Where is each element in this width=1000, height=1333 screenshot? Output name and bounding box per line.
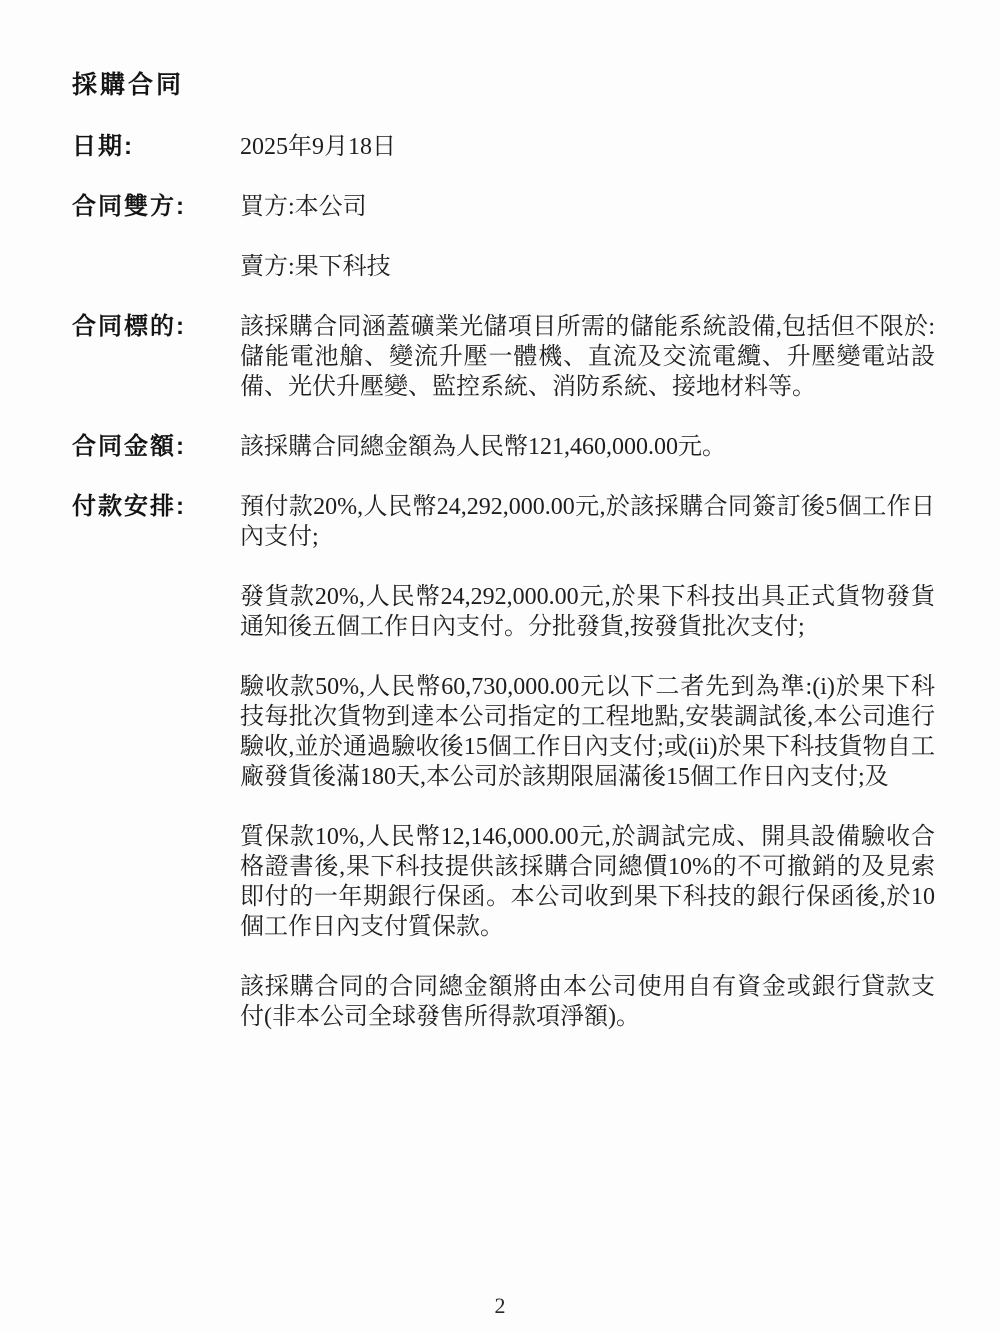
- row-label: 合同金額:: [72, 433, 186, 460]
- row-label: 日期:: [72, 133, 134, 160]
- row-label: 合同雙方:: [72, 193, 186, 220]
- row-label: 付款安排:: [72, 493, 186, 520]
- contract-row: [72, 492, 935, 1062]
- paragraph: 驗收款50%,人民幣60,730,000.00元以下二者先到為準:(i)於果下科技每批次貨物到達本公司指定的工程地點,安裝調試後,本公司進行驗收,並於通過驗收後15個工作日內支付;或(ii)於果下科技貨物自工廠發貨後滿180天,本公司於該期限屆滿後15個工作日內支付;及: [240, 674, 935, 790]
- page-number: 2: [494, 1293, 506, 1318]
- contract-row: [72, 192, 935, 312]
- contract-row: [72, 432, 935, 492]
- row-content: [240, 312, 935, 432]
- paragraph: 該採購合同總金額為人民幣121,460,000.00元。: [240, 434, 726, 460]
- paragraph: 發貨款20%,人民幣24,292,000.00元,於果下科技出具正式貨物發貨通知後五個工作日內支付。分批發貨,按發貨批次支付;: [240, 584, 935, 640]
- paragraph: 質保款10%,人民幣12,146,000.00元,於調試完成、開具設備驗收合格證書後,果下科技提供該採購合同總價10%的不可撤銷的及見索即付的一年期銀行保函。本公司收到果下科技的銀行保函後,於10個工作日內支付質保款。: [240, 824, 935, 940]
- contract-row: [72, 312, 935, 432]
- paragraph: 買方:本公司: [240, 194, 367, 220]
- row-label: 合同標的:: [72, 313, 186, 340]
- paragraph: 預付款20%,人民幣24,292,000.00元,於該採購合同簽訂後5個工作日內支付;: [240, 494, 935, 550]
- row-content: [240, 492, 935, 1062]
- row-content: [240, 192, 935, 312]
- document-title: 採購合同: [72, 71, 185, 99]
- contract-row: [72, 132, 935, 192]
- paragraph: 該採購合同的合同總金額將由本公司使用自有資金或銀行貸款支付(非本公司全球發售所得款項淨額)。: [240, 974, 935, 1030]
- paragraph: 賣方:果下科技: [240, 254, 391, 280]
- paragraph: 2025年9月18日: [240, 134, 396, 160]
- contract-rows: [72, 132, 935, 1062]
- paragraph: 該採購合同涵蓋礦業光儲項目所需的儲能系統設備,包括但不限於:儲能電池艙、變流升壓一體機、直流及交流電纜、升壓變電站設備、光伏升壓變、監控系統、消防系統、接地材料等。: [240, 314, 935, 400]
- row-content: [240, 432, 935, 492]
- row-content: [240, 132, 935, 192]
